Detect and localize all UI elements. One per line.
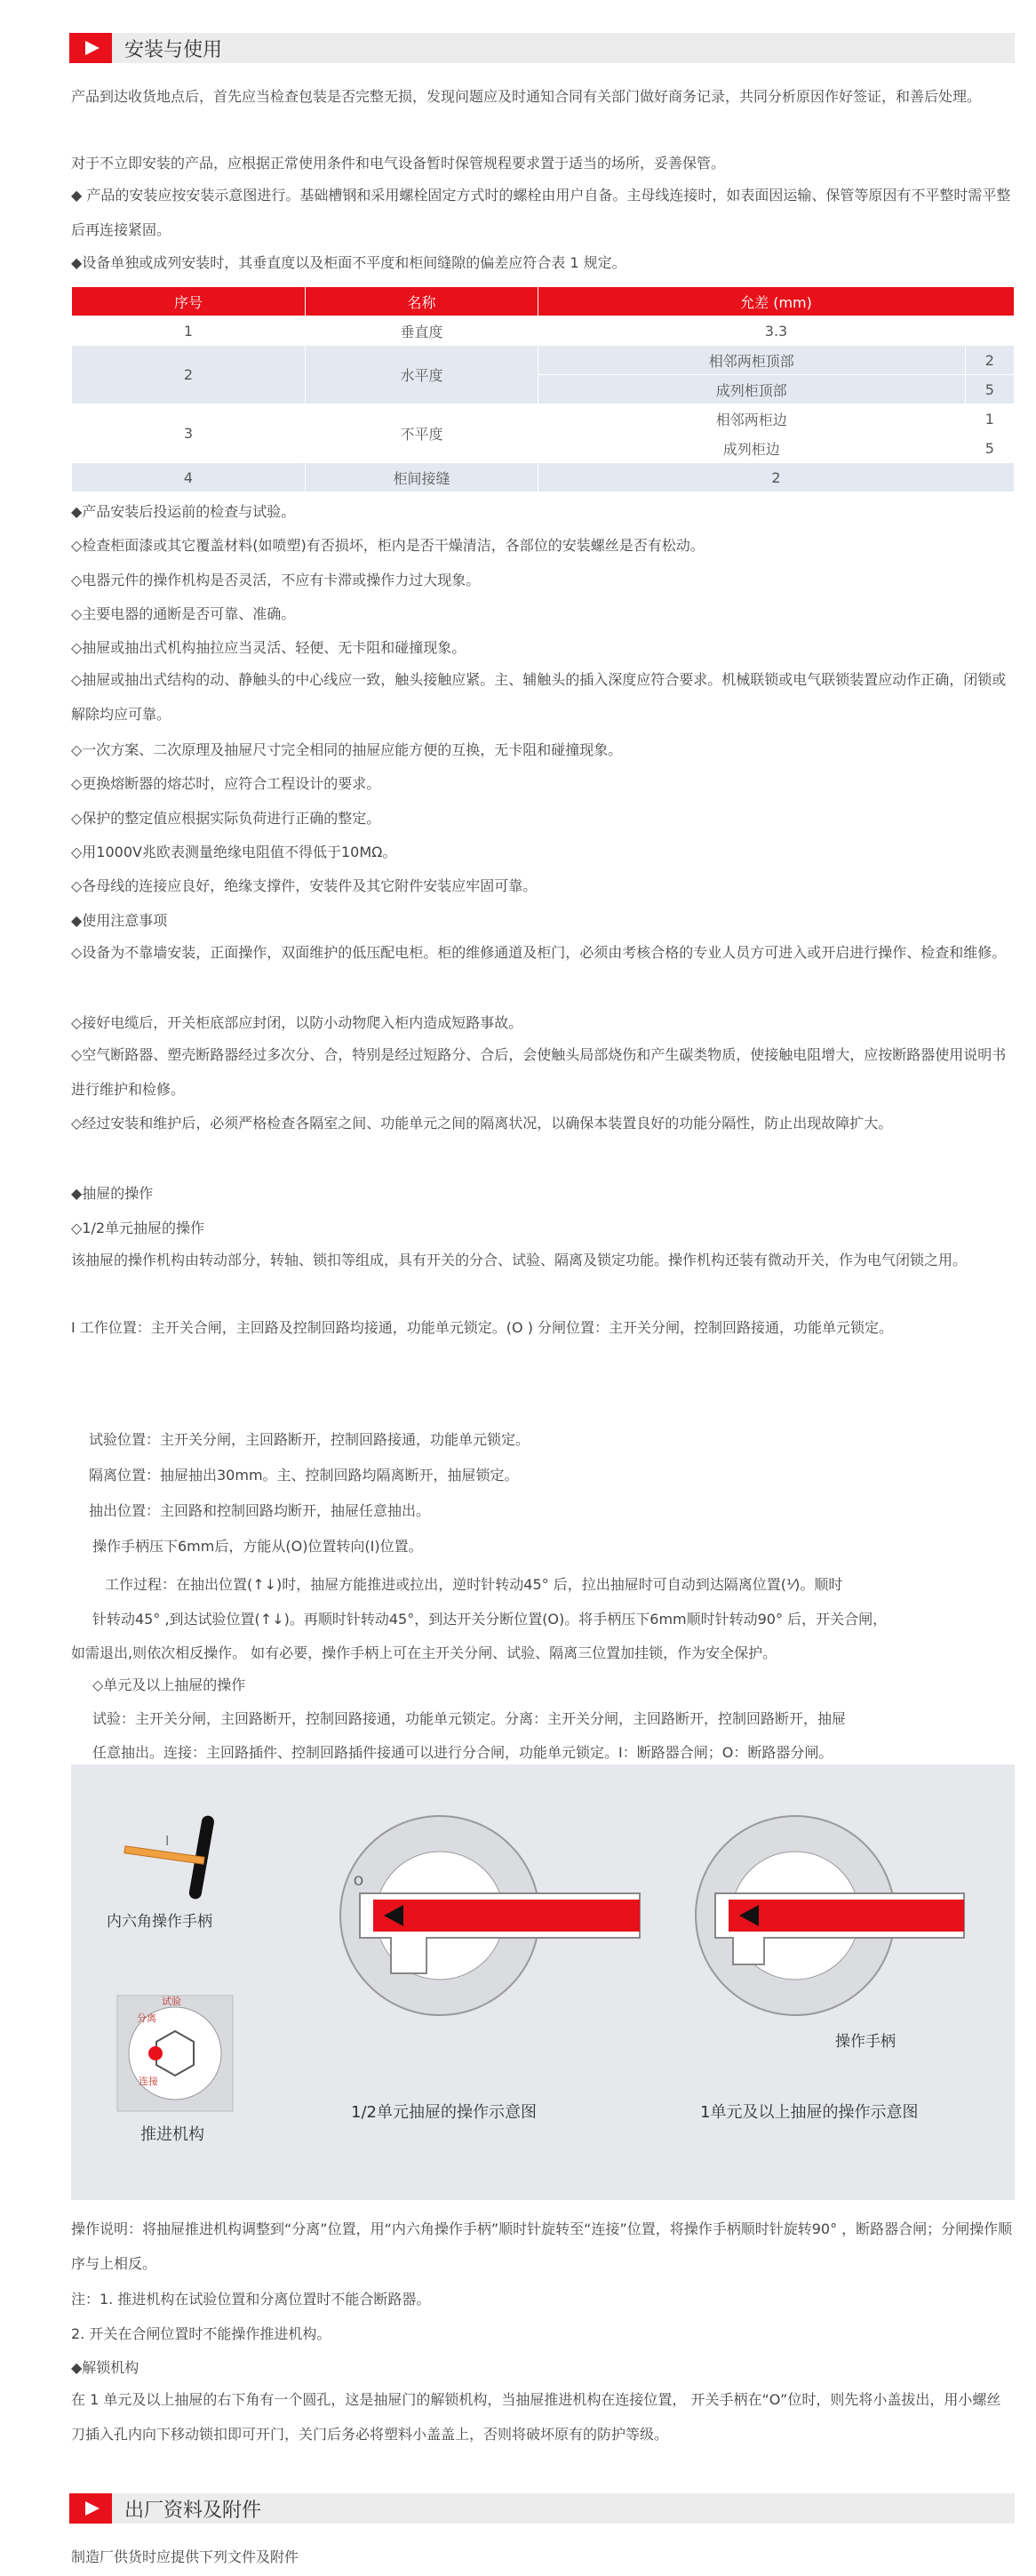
subheading: ◆抽屉的操作 — [71, 1185, 154, 1202]
check-item: ◇保护的整定值应根据实际负荷进行正确的整定。 — [71, 810, 381, 827]
dial-mark-o: O — [354, 1875, 364, 1889]
table-cell: 4 — [72, 463, 306, 492]
note-paragraph: 操作说明：将抽屉推进机构调整到“分离”位置，用“内六角操作手柄”顺时针旋转至“连接”位置，将操作手柄顺时针旋转90° ，断路器合闸；分闸操作顺序与上相反。 — [71, 2220, 1013, 2272]
table-cell: 1 — [965, 404, 1014, 434]
table-cell: 不平度 — [306, 404, 538, 463]
table-cell: 垂直度 — [306, 316, 538, 346]
table-cell: 水平度 — [306, 346, 538, 404]
check-item: ◇设备为不靠墙安装，正面操作，双面维护的低压配电柜。柜的维修通道及柜门，必须由考核合格的专业人员方可进入或开启进行操作、检查和维修。 — [71, 944, 1007, 961]
play-icon — [69, 2493, 112, 2524]
hex-handle-label: 内六角操作手柄 — [107, 1913, 212, 1931]
section-header-docs — [69, 2493, 1015, 2524]
table-cell: 5 — [965, 375, 1014, 404]
table-header: 序号 — [72, 287, 306, 316]
table-row — [72, 316, 1015, 346]
subheading: ◆使用注意事项 — [71, 912, 168, 929]
table-cell: 3 — [72, 404, 306, 463]
push-mechanism-label: 推进机构 — [140, 2125, 204, 2144]
table-row — [72, 463, 1015, 492]
subheading: ◇1/2单元抽屉的操作 — [71, 1220, 205, 1236]
table-cell: 3.3 — [538, 316, 1015, 346]
half-unit-dial-icon — [340, 1816, 640, 2015]
check-item: Ⅰ 工作位置：主开关合闸，主回路及控制回路均接通，功能单元锁定。(O ) 分闸位置：主开关分闸，控制回路接通，功能单元锁定。 — [71, 1319, 894, 1336]
check-item: ◆产品安装后投运前的检查与试验。 — [71, 503, 296, 520]
table-cell: 2 — [965, 346, 1014, 375]
footer-line: 制造厂供货时应提供下列文件及附件 — [71, 2548, 299, 2565]
section-title: 出厂资料及附件 — [124, 2499, 262, 2522]
position-item: 隔离位置：抽屉抽出30mm。主、控制回路均隔离断开，抽屉锁定。 — [89, 1467, 519, 1484]
check-item: 该抽屉的操作机构由转动部分，转轴、锁扣等组成，具有开关的分合、试验、隔离及锁定功能。操作机构还装有微动开关，作为电气闭锁之用。 — [71, 1252, 968, 1268]
play-icon — [69, 33, 112, 63]
position-item: 操作手柄压下6mm后，方能从(O)位置转向(I)位置。 — [92, 1538, 423, 1555]
push-label-separate: 分离 — [137, 2012, 156, 2024]
push-mechanism-icon — [117, 1996, 233, 2111]
check-item: ◇经过安装和维护后，必须严格检查各隔室之间、功能单元之间的隔离状况，以确保本装置良好的功能分隔性，防止出现故障扩大。 — [71, 1115, 893, 1132]
one-unit-dial-icon — [696, 1816, 964, 2015]
table-cell: 1 — [72, 316, 306, 346]
check-item: ◇一次方案、二次原理及抽屉尺寸完全相同的抽屉应能方便的互换，无卡阻和碰撞现象。 — [71, 741, 623, 758]
table-cell: 相邻两柜顶部 — [538, 346, 966, 375]
process-line: 如需退出,则依次相反操作。 如有必要，操作手柄上可在主开关分闸、试验、隔离三位置加挂锁，作为安全保护。 — [71, 1644, 777, 1661]
table-cell: 5 — [965, 434, 1014, 463]
dial-mark-i: I — [165, 1833, 170, 1849]
table-cell: 成列柜边 — [538, 434, 966, 463]
position-item: 试验位置：主开关分闸，主回路断开，控制回路接通，功能单元锁定。 — [89, 1431, 530, 1448]
check-item: ◇更换熔断器的熔芯时，应符合工程设计的要求。 — [71, 775, 381, 792]
intro-paragraph: 产品到达收货地点后，首先应当检查包装是否完整无损，发现问题应及时通知合同有关部门做好商务记录，共同分析原因作好签证，和善后处理。 — [71, 88, 982, 105]
one-unit-line: 试验：主开关分闸，主回路断开，控制回路接通，功能单元锁定。分离：主开关分闸，主回路断开，控制回路断开，抽屉 — [92, 1710, 847, 1727]
diagram-svg — [71, 1764, 1015, 2200]
section-title: 安装与使用 — [124, 38, 223, 61]
note-paragraph: 在 1 单元及以上抽屉的右下角有一个圆孔，这是抽屉门的解锁机构，当抽屉推进机构在连接位置， 开关手柄在“O”位时，则先将小盖拔出，用小螺丝刀插入孔内向下移动锁扣即可开门，关门后务必将塑料小盖盖上，否则将破坏原有的防护等级。 — [71, 2391, 1001, 2443]
check-item: ◇各母线的连接应良好，绝缘支撑件，安装件及其它附件安装应牢固可靠。 — [71, 877, 538, 894]
check-item: ◇抽屉或抽出式结构的动、静触头的中心线应一致，触头接触应紧。主、辅触头的插入深度应符合要求。机械联锁或电气联锁装置应动作正确，闭锁或解除均应可靠。 — [71, 671, 1007, 723]
intro-paragraph: ◆设备单独或成列安装时，其垂直度以及柜面不平度和柜间缝隙的偏差应符合表 1 规定。 — [71, 254, 626, 271]
check-item: ◇空气断路器、塑壳断路器经过多次分、合，特别是经过短路分、合后，会使触头局部烧伤和产生碳类物质，使接触电阻增大，应按断路器使用说明书进行维护和检修。 — [71, 1046, 1007, 1098]
table-cell: 相邻两柜边 — [538, 404, 966, 434]
subheading: ◆解锁机构 — [71, 2359, 139, 2376]
table-cell: 2 — [538, 463, 1015, 492]
check-item: ◇抽屉或抽出式机构抽拉应当灵活、轻便、无卡阻和碰撞现象。 — [71, 639, 466, 656]
note-paragraph: 2. 开关在合闸位置时不能操作推进机构。 — [71, 2325, 331, 2342]
check-item: ◇接好电缆后，开关柜底部应封闭，以防小动物爬入柜内造成短路事故。 — [71, 1014, 523, 1031]
operation-diagram — [71, 1764, 1015, 2200]
table-row — [72, 404, 1015, 434]
push-label-connect: 连接 — [139, 2076, 158, 2087]
table-cell: 2 — [72, 346, 306, 404]
intro-paragraph: 对于不立即安装的产品，应根据正常使用条件和电气设备暂时保管规程要求置于适当的场所，妥善保管。 — [71, 155, 726, 172]
op-handle-label: 操作手柄 — [835, 2033, 896, 2051]
subheading: ◇单元及以上抽屉的操作 — [92, 1676, 246, 1693]
check-item: ◇用1000V兆欧表测量绝缘电阻值不得低于10MΩ。 — [71, 844, 397, 860]
check-item: ◇检查柜面漆或其它覆盖材料(如喷塑)有否损坏，柜内是否干燥清洁，各部位的安装螺丝是否有松动。 — [71, 537, 705, 554]
check-item: ◇电器元件的操作机构是否灵活，不应有卡滞或操作力过大现象。 — [71, 572, 481, 588]
section-header-install — [69, 33, 1015, 63]
table-row — [72, 346, 1015, 375]
one-unit-line: 任意抽出。连接：主回路插件、控制回路插件接通可以进行分合闸，功能单元锁定。I：断路器合闸；O：断路器分闸。 — [92, 1744, 833, 1761]
table-header: 名称 — [306, 287, 538, 316]
table-cell: 柜间接缝 — [306, 463, 538, 492]
push-label-test: 试验 — [162, 1996, 181, 2007]
one-unit-caption: 1单元及以上抽屉的操作示意图 — [700, 2103, 919, 2122]
position-item: 抽出位置：主回路和控制回路均断开，抽屉任意抽出。 — [89, 1502, 431, 1519]
process-line: 工作过程：在抽出位置(↑↓)时，抽屉方能推进或拉出，逆时针转动45° 后，拉出抽屉时可自动到达隔离位置(⅟)。顺时 — [105, 1576, 843, 1593]
tolerance-table — [71, 286, 1015, 492]
table-cell: 成列柜顶部 — [538, 375, 966, 404]
table-header-row — [72, 287, 1015, 316]
intro-paragraph: ◆ 产品的安装应按安装示意图进行。基础槽钢和采用螺栓固定方式时的螺栓由用户自备。主母线连接时，如表面因运输、保管等原因有不平整时需平整后再连接紧固。 — [71, 187, 1011, 238]
table-header: 允差 (mm) — [538, 287, 1015, 316]
half-unit-caption: 1/2单元抽屉的操作示意图 — [351, 2103, 537, 2122]
hex-handle-icon — [124, 1814, 215, 1900]
note-paragraph: 注：1. 推进机构在试验位置和分离位置时不能合断路器。 — [71, 2291, 431, 2308]
process-line: 针转动45° ,到达试验位置(↑↓)。再顺时针转动45°，到达开关分断位置(O)。将手柄压下6mm顺时针转动90° 后，开关合闸， — [92, 1611, 888, 1628]
check-item: ◇主要电器的通断是否可靠、准确。 — [71, 605, 296, 622]
